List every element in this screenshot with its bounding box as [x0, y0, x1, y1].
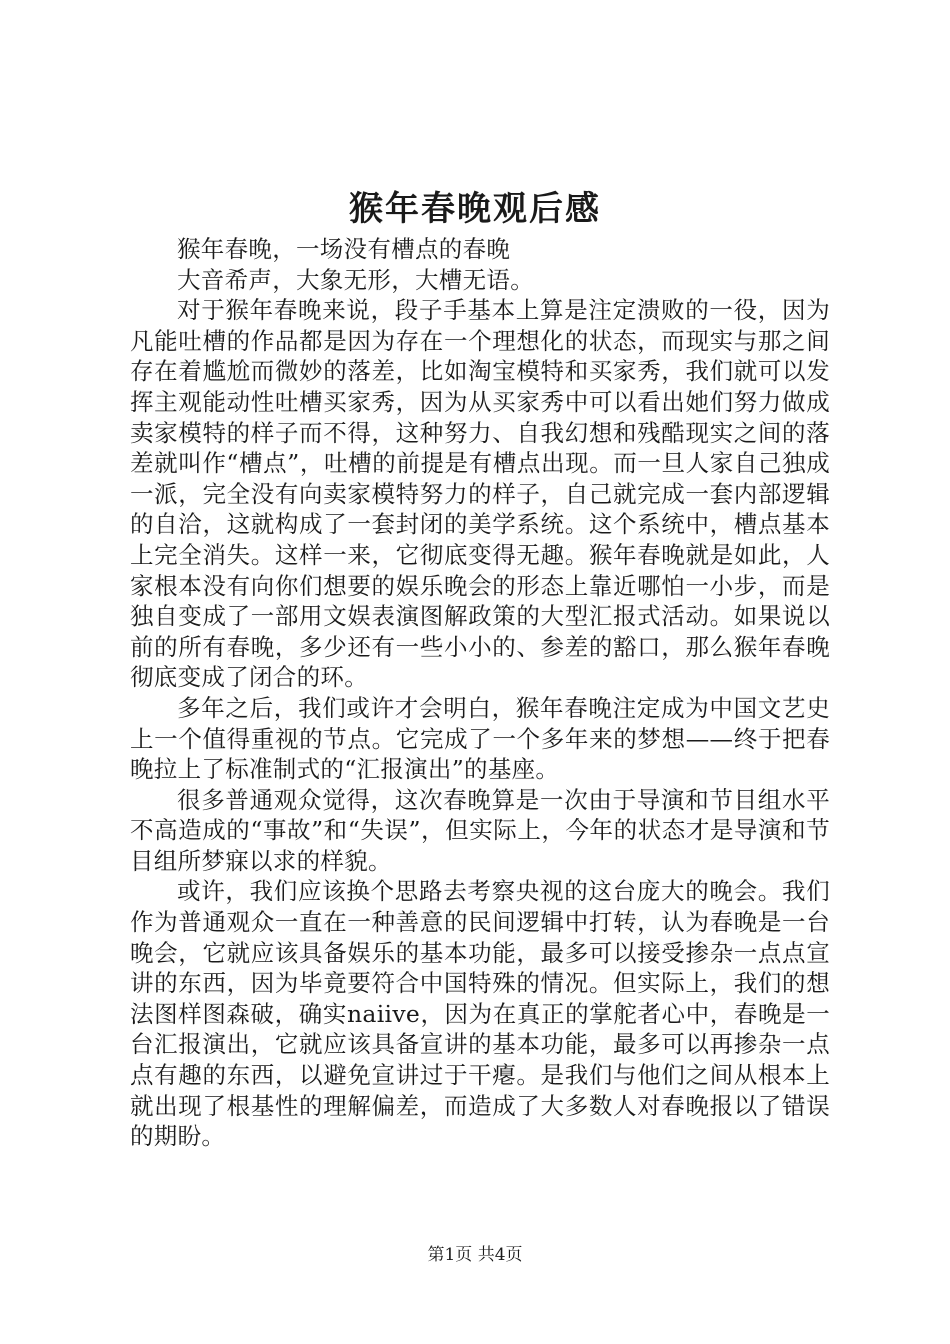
document-body [130, 234, 830, 1152]
paragraph-1: 猴年春晚，一场没有槽点的春晚 [177, 235, 511, 263]
paragraph-6: 或许，我们应该换个思路去考察央视的这台庞大的晚会。我们作为普通观众一直在一种善意的民间逻辑中打转，认为春晚是一台晚会，它就应该具备娱乐的基本功能，最多可以接受掺杂一点点宣讲的东西，因为毕竟要符合中国特殊的情况。但实际上，我们的想法图样图森破，确实naiive，因为在真正的掌舵者心中，春晚是一台汇报演出，它就应该具备宣讲的基本功能，最多可以再掺杂一点点有趣的东西，以避免宣讲过于干瘪。是我们与他们之间从根本上就出现了根基性的理解偏差，而造成了大多数人对春晚报以了错误的期盼。 [130, 877, 830, 1151]
paragraph-3: 对于猴年春晚来说，段子手基本上算是注定溃败的一役，因为凡能吐槽的作品都是因为存在一个理想化的状态，而现实与那之间存在着尴尬而微妙的落差，比如淘宝模特和买家秀，我们就可以发挥主观能动性吐槽买家秀，因为从买家秀中可以看出她们努力做成卖家模特的样子而不得，这种努力、自我幻想和残酷现实之间的落差就叫作“槽点”，吐槽的前提是有槽点出现。而一旦人家自己独成一派，完全没有向卖家模特努力的样子，自己就完成一套内部逻辑的自洽，这就构成了一套封闭的美学系统。这个系统中，槽点基本上完全消失。这样一来，它彻底变得无趣。猴年春晚就是如此，人家根本没有向你们想要的娱乐晚会的形态上靠近哪怕一小步，而是独自变成了一部用文娱表演图解政策的大型汇报式活动。如果说以前的所有春晚，多少还有一些小小的、参差的豁口，那么猴年春晚彻底变成了闭合的环。 [130, 296, 830, 692]
paragraph-4: 多年之后，我们或许才会明白，猴年春晚注定成为中国文艺史上一个值得重视的节点。它完成了一个多年来的梦想——终于把春晚拉上了标准制式的“汇报演出”的基座。 [130, 693, 830, 784]
page-number: 第1页 [427, 1245, 473, 1265]
paragraph-2: 大音希声，大象无形，大槽无语。 [177, 265, 534, 294]
document-title: 猴年春晚观后感 [349, 189, 601, 229]
page-total: 共4页 [477, 1245, 523, 1265]
paragraph-5: 很多普通观众觉得，这次春晚算是一次由于导演和节目组水平不高造成的“事故”和“失误”，但实际上，今年的状态才是导演和节目组所梦寐以求的样貌。 [130, 785, 830, 875]
page-footer [0, 1243, 950, 1267]
